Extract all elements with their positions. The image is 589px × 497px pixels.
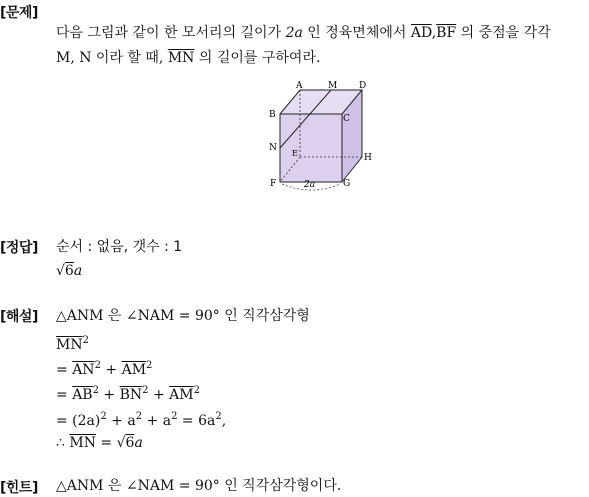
- exp-sup: 2: [142, 385, 149, 396]
- equals: =: [56, 387, 73, 403]
- answer-label: [정답]: [0, 240, 38, 256]
- exp-sup: 2: [94, 360, 101, 371]
- exp-sup: 2: [171, 411, 178, 422]
- radicand: 6: [125, 435, 135, 451]
- vertex-label-m: M: [328, 81, 338, 91]
- edge-length-label: 2a: [304, 180, 316, 190]
- exp-sup: 2: [100, 411, 107, 422]
- vertex-label-d: D: [359, 81, 367, 91]
- problem-label: [문제]: [0, 5, 38, 21]
- problem-text-1c: 의 중점을 각각: [456, 25, 551, 41]
- explanation-line-4: [56, 381, 200, 405]
- exp-sup: 2: [193, 385, 200, 396]
- problem-line-2: [56, 48, 320, 68]
- vertex-label-h: H: [364, 153, 372, 163]
- answer-meta: 순서 : 없음, 갯수 : 1: [56, 239, 183, 255]
- exp-sup: 2: [135, 411, 143, 422]
- plus: +: [98, 387, 120, 403]
- vertex-label-n: N: [269, 143, 277, 153]
- segment-mn: $\overline{MN}$: [167, 50, 195, 66]
- explanation-label: [해설]: [0, 309, 38, 325]
- vertex-label-b: B: [269, 110, 276, 120]
- explanation-line-2: [56, 331, 89, 355]
- problem-text-2b: 의 길이를 구하여라.: [194, 50, 321, 66]
- explanation-line-6: [56, 433, 143, 453]
- answer-radicand: 6: [64, 263, 74, 279]
- exp-var: a: [134, 435, 143, 451]
- equals: =: [95, 435, 117, 451]
- exp-sup: 2: [215, 411, 222, 422]
- segment-ad: $\overline{AD}$: [410, 25, 432, 41]
- cube-figure: [262, 80, 382, 192]
- problem-var-2a: 2a: [285, 25, 303, 41]
- problem-line-1: [56, 23, 551, 43]
- exp-seg-am: $\overline{AM}$: [121, 362, 147, 378]
- vertex-label-c: C: [343, 114, 350, 124]
- hint-text: △ANM 은 ∠NAM = 90° 인 직각삼각형이다.: [56, 478, 342, 494]
- explanation-line-1: △ANM 은 ∠NAM = 90° 인 직각삼각형: [56, 308, 310, 324]
- plus: +: [100, 362, 122, 378]
- sqrt-sign: √: [56, 263, 65, 279]
- exp-sup: 2: [92, 385, 99, 396]
- exp-sup: 2: [82, 335, 89, 346]
- cube-front-face: [280, 114, 342, 182]
- exp-seg-bn: $\overline{BN}$: [119, 387, 143, 403]
- vertex-label-a: A: [296, 81, 303, 91]
- exp-text: = (2a): [56, 413, 101, 429]
- answer-value: [56, 261, 82, 281]
- exp-text: ,: [221, 413, 227, 429]
- exp-text: + a: [142, 413, 172, 429]
- exp-seg-an: $\overline{AN}$: [72, 362, 95, 378]
- comma: ,: [431, 25, 437, 41]
- exp-sup: 2: [146, 360, 153, 371]
- equals: =: [56, 362, 73, 378]
- answer-var: a: [73, 263, 83, 279]
- therefore: ∴: [56, 435, 70, 451]
- problem-text-1b: 인 정육면체에서: [302, 25, 411, 41]
- vertex-label-e: E: [292, 149, 298, 158]
- explanation-line-5: [56, 407, 226, 431]
- explanation-line-3: [56, 356, 152, 380]
- vertex-label-g: G: [343, 179, 351, 189]
- problem-text-2a: M, N 이라 할 때,: [56, 50, 168, 66]
- exp-seg-mn: $\overline{MN}$: [69, 435, 96, 451]
- sqrt-sign: √: [116, 435, 126, 451]
- hint-label: [힌트]: [0, 480, 38, 496]
- exp-text: + a: [106, 413, 136, 429]
- exp-seg-mn: $\overline{MN}$: [56, 337, 83, 353]
- segment-bf: $\overline{BF}$: [436, 25, 457, 41]
- exp-text: = 6a: [177, 413, 216, 429]
- vertex-label-f: F: [270, 179, 277, 189]
- exp-seg-am: $\overline{AM}$: [169, 387, 194, 403]
- problem-text-1a: 다음 그림과 같이 한 모서리의 길이가: [56, 25, 286, 41]
- plus: +: [148, 387, 170, 403]
- exp-seg-ab: $\overline{AB}$: [72, 387, 93, 403]
